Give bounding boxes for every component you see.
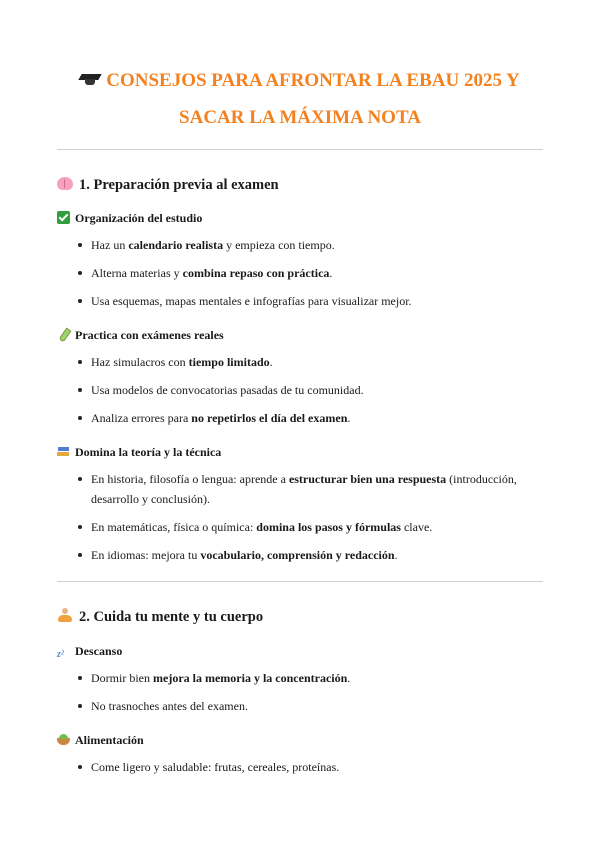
person-in-lotus-position-icon: [57, 608, 73, 623]
item-bold: estructurar bien una respuesta: [288, 472, 447, 486]
subsection-heading-teoria: [57, 444, 221, 460]
list-item: [57, 668, 543, 688]
title-line-1: CONSEJOS PARA AFRONTAR LA EBAU 2025 Y: [106, 70, 520, 91]
item-bold: mejora la memoria y la concentración: [153, 671, 348, 685]
item-text-end: y empieza con tiempo.: [223, 238, 335, 252]
list-item: [57, 352, 543, 372]
section-heading-2: [57, 608, 263, 626]
bullet-list-practica: [57, 352, 543, 428]
item-text-end: .: [394, 548, 398, 562]
item-text: Dormir bien: [91, 671, 153, 685]
item-text: Alterna materias y: [91, 266, 183, 280]
item-text: No trasnoches antes del examen.: [91, 699, 248, 713]
item-bold: combina repaso con práctica: [182, 266, 330, 280]
subsection-heading-label: Alimentación: [75, 733, 144, 747]
item-text: Analiza errores para: [91, 411, 192, 425]
subsection-heading-descanso: [57, 643, 122, 661]
brain-icon: [57, 177, 73, 191]
list-item: [57, 469, 543, 509]
subsection-heading-organizacion: [57, 210, 202, 226]
item-bold: no repetirlos el día del examen: [191, 411, 348, 425]
divider: [57, 149, 543, 150]
section-heading-1: [57, 176, 279, 194]
item-text: Usa esquemas, mapas mentales e infografías para visualizar mejor.: [91, 294, 412, 308]
item-bold: vocabulario, comprensión y redacción: [200, 548, 395, 562]
item-text-end: (introducción, desarrollo y conclusión).: [91, 472, 517, 506]
item-text: En matemáticas, física o química:: [91, 520, 257, 534]
item-text-end: .: [269, 355, 273, 369]
divider: [57, 581, 543, 582]
bullet-list-descanso: [57, 668, 543, 716]
title-line-2: SACAR LA MÁXIMA NOTA: [179, 107, 421, 128]
test-tube-icon: [57, 328, 70, 341]
bento-bowl-icon: [57, 733, 70, 746]
zzz-icon: z²: [57, 649, 64, 660]
books-icon: [57, 445, 70, 458]
list-item: [57, 380, 543, 400]
item-text: Usa modelos de convocatorias pasadas de tu comunidad.: [91, 383, 364, 397]
bullet-list-teoria: [57, 469, 543, 565]
section-heading-2-label: 2. Cuida tu mente y tu cuerpo: [79, 609, 264, 625]
item-bold: calendario realista: [128, 238, 224, 252]
bullet-list-alimentacion: [57, 757, 543, 777]
list-item: [57, 235, 543, 255]
section-heading-1-label: 1. Preparación previa al examen: [79, 177, 279, 193]
list-item: [57, 545, 543, 565]
list-item: [57, 757, 543, 777]
check-mark-button-icon: [57, 211, 70, 224]
item-text: Haz un: [91, 238, 129, 252]
document-title: [37, 62, 563, 136]
list-item: [57, 696, 543, 716]
subsection-heading-alimentacion: [57, 732, 144, 748]
item-bold: tiempo limitado: [188, 355, 270, 369]
subsection-heading-label: Organización del estudio: [75, 211, 203, 225]
item-bold: domina los pasos y fórmulas: [256, 520, 401, 534]
bullet-list-organizacion: [57, 235, 543, 311]
subsection-heading-label: Domina la teoría y la técnica: [75, 445, 222, 459]
item-text-end: .: [347, 671, 351, 685]
graduation-cap-icon: [80, 73, 100, 87]
list-item: [57, 517, 543, 537]
item-text: Haz simulacros con: [91, 355, 189, 369]
list-item: [57, 291, 543, 311]
item-text-end: .: [347, 411, 351, 425]
subsection-heading-label: Descanso: [75, 644, 123, 658]
subsection-heading-label: Practica con exámenes reales: [75, 328, 224, 342]
subsection-heading-practica: [57, 327, 224, 343]
item-text-end: clave.: [400, 520, 433, 534]
item-text: En idiomas: mejora tu: [91, 548, 201, 562]
item-text: En historia, filosofía o lengua: aprende a: [91, 472, 289, 486]
list-item: [57, 263, 543, 283]
item-text: Come ligero y saludable: frutas, cereales, proteínas.: [91, 760, 340, 774]
item-text-end: .: [329, 266, 333, 280]
list-item: [57, 408, 543, 428]
